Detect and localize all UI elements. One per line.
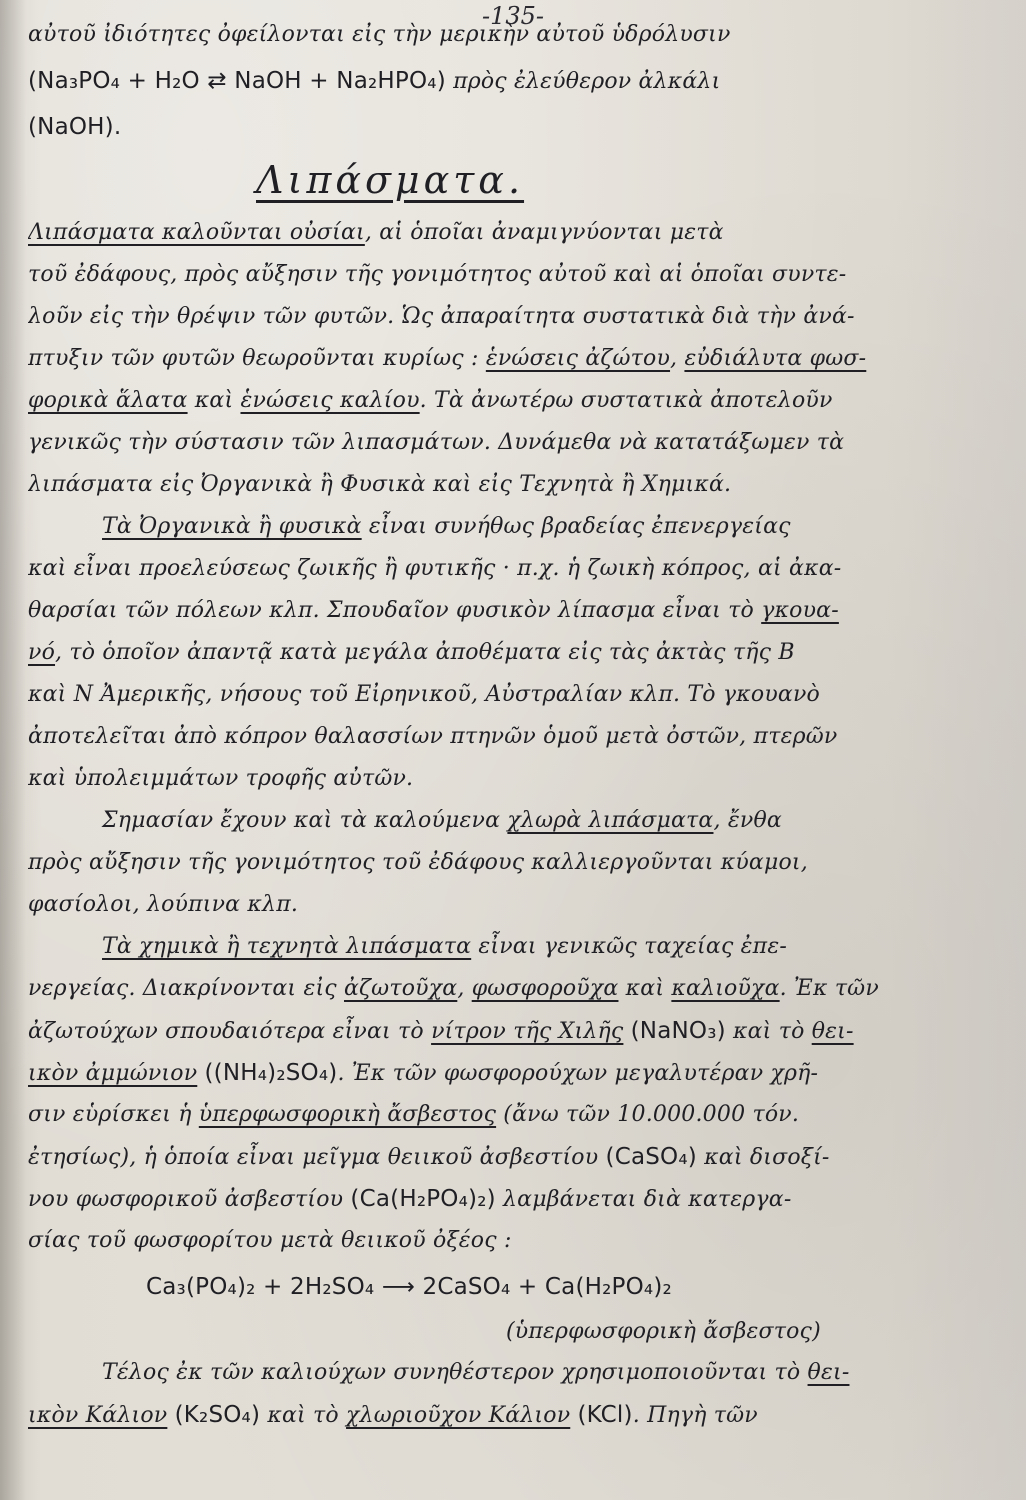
text-segment: πρὸς αὔξησιν τῆς γονιμότητος τοῦ ἐδάφους καλλιεργοῦνται κύαμοι,: [28, 850, 808, 875]
page-number: -135-: [481, 2, 545, 30]
text-line: [28, 968, 968, 1010]
underlined-term: νίτρον τῆς Χιλῆς: [431, 1019, 624, 1044]
text-segment: (ἄνω τῶν 10.000.000 τόν.: [496, 1102, 800, 1127]
text-line: [28, 1394, 968, 1436]
text-segment: ἀποτελεῖται ἀπὸ κόπρον θαλασσίων πτηνῶν ὁμοῦ μετὰ ὀστῶν, πτερῶν: [28, 724, 838, 749]
text-segment: καὶ τὸ: [260, 1403, 347, 1428]
chemical-formula: (K₂SO₄): [174, 1402, 261, 1428]
text-segment: τοῦ ἐδάφους, πρὸς αὔξησιν τῆς γονιμότητος αὐτοῦ καὶ αἱ ὁποῖαι συντε-: [28, 262, 847, 287]
text-line: [28, 56, 968, 106]
text-segment: καὶ δισοξί-: [696, 1145, 830, 1170]
text-segment: ἐτησίως), ἡ ὁποία εἶναι μεῖγμα θειικοῦ ἀσβεστίου: [28, 1145, 606, 1170]
text-segment: λοῦν εἰς τὴν θρέψιν τῶν φυτῶν. Ὡς ἀπαραίτητα συστατικὰ διὰ τὴν ἀνά-: [28, 304, 855, 329]
text-line: [28, 1136, 968, 1178]
text-segment: θαρσίαι τῶν πόλεων κλπ. Σπουδαῖον φυσικὸν λίπασμα εἶναι τὸ: [28, 598, 762, 623]
text-line: [28, 1352, 968, 1394]
text-segment: ,: [670, 346, 685, 371]
text-line: [28, 590, 968, 632]
underlined-term: χλωρὰ λιπάσματα: [507, 808, 714, 833]
underlined-term: εὐδιάλυτα φωσ-: [684, 346, 867, 371]
text-segment: νεργείας. Διακρίνονται εἰς: [28, 976, 344, 1001]
text-segment: , αἱ ὁποῖαι ἀναμιγνύονται μετὰ: [364, 220, 724, 245]
text-segment: καὶ εἶναι προελεύσεως ζωικῆς ἢ φυτικῆς · π.χ. ἡ ζωικὴ κόπρος, αἱ ἀκα-: [28, 556, 842, 581]
text-line: [28, 842, 968, 884]
text-line: [28, 1178, 968, 1220]
underlined-term: θει-: [811, 1019, 854, 1044]
text-segment: . Ἐκ τῶν φωσφορούχων μεγαλυτέραν χρῆ-: [337, 1061, 819, 1086]
text-segment: σιν εὑρίσκει ἡ: [28, 1102, 199, 1127]
underlined-term: Τὰ χημικὰ ἢ τεχνητὰ λιπάσματα: [102, 934, 472, 959]
text-segment: σίας τοῦ φωσφορίτου μετὰ θειικοῦ ὀξέος :: [28, 1228, 512, 1253]
text-segment: νου φωσφορικοῦ ἀσβεστίου: [28, 1187, 351, 1212]
text-line: [28, 422, 968, 464]
text-line: [28, 884, 968, 926]
text-line: [28, 632, 968, 674]
text-line: [28, 716, 968, 758]
underlined-term: γκουα-: [761, 598, 839, 623]
chemical-formula: (NaNO₃): [630, 1018, 726, 1044]
text-line: [28, 926, 968, 968]
underlined-term: ικὸν ἀμμώνιον: [28, 1061, 198, 1086]
chemical-formula: (Ca(H₂PO₄)₂): [350, 1186, 496, 1212]
chemical-formula: ((NH₄)₂SO₄): [204, 1060, 338, 1086]
text-segment: εἶναι συνήθως βραδείας ἐπενεργείας: [361, 514, 791, 539]
underlined-term: ἀζωτοῦχα: [344, 976, 458, 1001]
binding-shadow: [0, 0, 26, 1500]
handwritten-text-body: [28, 14, 968, 1436]
chemical-formula: Ca₃(PO₄)₂ + 2H₂SO₄ ⟶ 2CaSO₄ + Ca(H₂PO₄)₂: [146, 1274, 672, 1300]
text-segment: , ἔνθα: [713, 808, 782, 833]
text-line: [28, 464, 968, 506]
underlined-term: καλιοῦχα: [671, 976, 780, 1001]
text-line: [28, 674, 968, 716]
text-segment: . Πηγὴ τῶν: [632, 1403, 758, 1428]
text-segment: πτυξιν τῶν φυτῶν θεωροῦνται κυρίως :: [28, 346, 486, 371]
text-segment: ,: [457, 976, 472, 1001]
text-line: [28, 1094, 968, 1136]
text-line: [28, 1220, 968, 1262]
text-segment: καὶ Ν Ἀμερικῆς, νήσους τοῦ Εἰρηνικοῦ, Αὐστραλίαν κλπ. Τὸ γκουανὸ: [28, 682, 820, 707]
text-line: [28, 1312, 968, 1352]
text-segment: λιπάσματα εἰς Ὀργανικὰ ἢ Φυσικὰ καὶ εἰς Τεχνητὰ ἢ Χημικά.: [28, 472, 732, 497]
text-segment: γενικῶς τὴν σύστασιν τῶν λιπασμάτων. Δυνάμεθα νὰ κατατάξωμεν τὰ: [28, 430, 845, 455]
text-line: [28, 296, 968, 338]
underlined-term: θει-: [807, 1360, 850, 1385]
text-segment: . Τὰ ἀνωτέρω συστατικὰ ἀποτελοῦν: [419, 388, 833, 413]
text-line: [28, 1010, 968, 1052]
text-line: [28, 380, 968, 422]
text-line: [28, 506, 968, 548]
text-line: [28, 1262, 968, 1312]
text-line: [28, 800, 968, 842]
text-line: [28, 338, 968, 380]
chemical-formula: (NaOH).: [28, 114, 122, 140]
text-segment: φασίολοι, λούπινα κλπ.: [28, 892, 299, 917]
text-segment: λαμβάνεται διὰ κατεργα-: [495, 1187, 792, 1212]
text-line: [28, 1052, 968, 1094]
text-line: [28, 106, 968, 148]
underlined-term: Λιπάσματα καλοῦνται οὐσίαι: [28, 220, 365, 245]
text-segment: καὶ τὸ: [725, 1019, 812, 1044]
text-segment: καὶ: [187, 388, 241, 413]
text-segment: καὶ: [618, 976, 672, 1001]
underlined-term: φορικὰ ἅλατα: [28, 388, 188, 413]
underlined-term: Τὰ Ὀργανικὰ ἢ φυσικὰ: [102, 514, 362, 539]
text-line: [28, 254, 968, 296]
text-segment: , τὸ ὁποῖον ἀπαντᾷ κατὰ μεγάλα ἀποθέματα εἰς τὰς ἀκτὰς τῆς Β: [55, 640, 795, 665]
underlined-term: ἑνώσεις ἀζώτου: [485, 346, 671, 371]
text-line: [28, 14, 968, 56]
text-line: [28, 758, 968, 800]
text-segment: (ὑπερφωσφορικὴ ἄσβεστος): [506, 1319, 821, 1344]
underlined-term: ἑνώσεις καλίου: [240, 388, 420, 413]
underlined-term: νό: [28, 640, 56, 665]
text-line: [28, 548, 968, 590]
underlined-term: ικὸν Κάλιον: [28, 1403, 168, 1428]
text-segment: καὶ ὑπολειμμάτων τροφῆς αὐτῶν.: [28, 766, 414, 791]
chemical-formula: (CaSO₄): [605, 1144, 697, 1170]
underlined-term: χλωριοῦχον Κάλιον: [346, 1403, 571, 1428]
text-segment: πρὸς ἐλεύθερον ἀλκάλι: [445, 69, 721, 94]
underlined-term: φωσφοροῦχα: [471, 976, 619, 1001]
chemical-formula: (Na₃PO₄ + H₂O ⇄ NaOH + Na₂HPO₄): [28, 68, 446, 94]
section-heading-text: Λιπάσματα.: [256, 158, 525, 202]
text-segment: ἀζωτούχων σπουδαιότερα εἶναι τὸ: [28, 1019, 432, 1044]
section-heading: [28, 148, 968, 212]
text-segment: Τέλος ἐκ τῶν καλιούχων συνηθέστερον χρησιμοποιοῦνται τὸ: [102, 1360, 808, 1385]
text-segment: αὐτοῦ ἰδιότητες ὀφείλονται εἰς τὴν μερικὴν αὐτοῦ ὑδρόλυσιν: [28, 22, 731, 47]
chemical-formula: (KCl): [577, 1402, 633, 1428]
text-line: [28, 212, 968, 254]
text-segment: [623, 1019, 630, 1044]
text-segment: . Ἐκ τῶν: [779, 976, 879, 1001]
text-segment: [167, 1403, 174, 1428]
text-segment: Σημασίαν ἔχουν καὶ τὰ καλούμενα: [102, 808, 508, 833]
underlined-term: ὑπερφωσφορικὴ ἄσβεστος: [198, 1102, 497, 1127]
text-segment: εἶναι γενικῶς ταχείας ἐπε-: [471, 934, 787, 959]
